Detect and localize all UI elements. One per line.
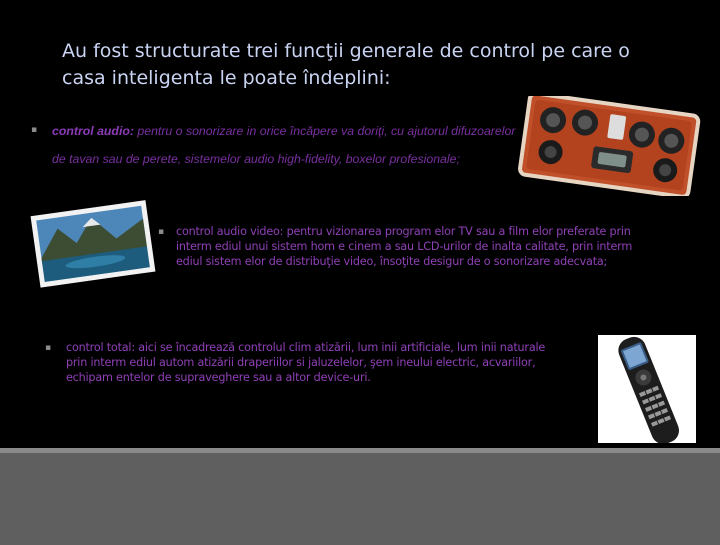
footer-bar — [0, 448, 720, 545]
universal-remote-image — [598, 335, 696, 443]
bullet-icon: ▪ — [45, 343, 52, 353]
bullet-icon: ▪ — [158, 227, 165, 237]
landscape-display-image — [25, 196, 159, 292]
item-text: pentru o sonorizare in orice încăpere va doriţi, cu ajutorul difuzoarelor de tavan sau de perete, sistemelor audio high-fidelity, boxelor profesionale; — [52, 124, 516, 166]
list-item-total-control: control total: aici se încadrează controlul clim atizării, lum inii artificiale, lum inii naturale prin interm ediul autom atizării draperiilor si jaluzelelor, şem ineului electric, acvariilor, echipam entelor de supraveghere sau a altor device-uri. — [66, 341, 546, 385]
list-item-audio — [52, 118, 522, 173]
list-item-audio-video: control audio video: pentru vizionarea program elor TV sau a film elor preferate prin interm ediul unui sistem hom e cinem a sau LCD-urilor de inalta calitate, prin interm ediul sistem elor de distribuţie video, însoţite desigur de o sonorizare adecvata; — [176, 225, 633, 269]
item-lead: control audio: — [52, 124, 134, 138]
slide-title: Au fost structurate trei funcţii generale de control pe care o casa inteligenta le poate îndeplini: — [62, 40, 630, 89]
audio-mixer-image — [510, 96, 706, 196]
bullet-icon: ▪ — [31, 125, 38, 135]
